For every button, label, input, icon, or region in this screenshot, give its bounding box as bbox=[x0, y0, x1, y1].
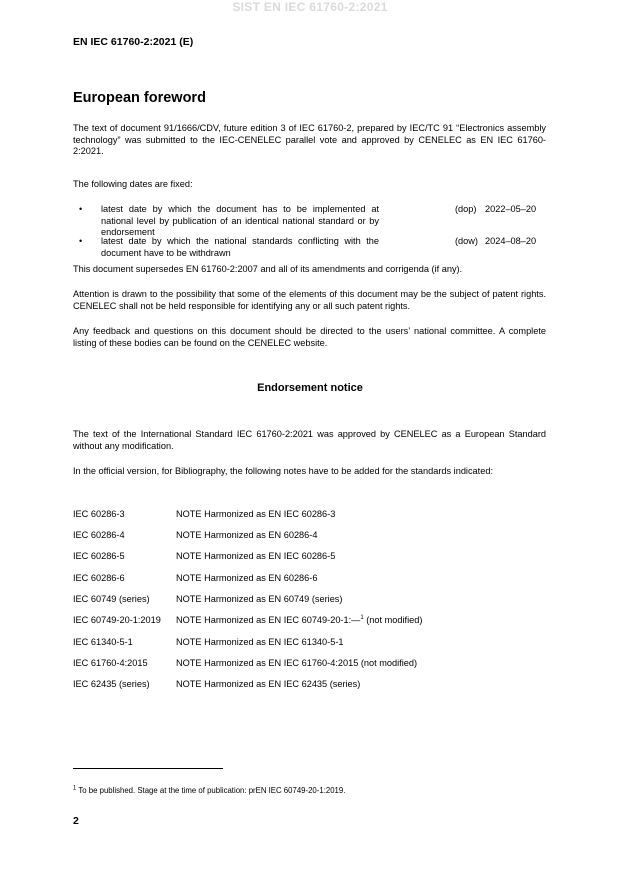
footnote-divider bbox=[73, 768, 223, 769]
patent-paragraph: Attention is drawn to the possibility that some of the elements of this document may be the subject of patent rights. CENELEC shall not be held responsible for identifying any or all such patent rights. bbox=[73, 289, 546, 311]
standard-note: NOTE Harmonized as EN IEC 62435 (series) bbox=[176, 679, 361, 689]
footnote-reference: 1 bbox=[360, 614, 364, 621]
bullet-marker: • bbox=[79, 236, 83, 246]
footnote bbox=[73, 786, 345, 795]
standard-code: IEC 60286-5 bbox=[73, 551, 125, 561]
watermark: SIST EN IEC 61760-2:2021 bbox=[232, 0, 388, 14]
dates-intro: The following dates are fixed: bbox=[73, 179, 193, 189]
standard-note: NOTE Harmonized as EN IEC 61760-4:2015 (not modified) bbox=[176, 658, 418, 668]
endorsement-title: Endorsement notice bbox=[257, 382, 363, 394]
bullet-marker: • bbox=[79, 204, 83, 214]
standard-code: IEC 60286-3 bbox=[73, 509, 125, 519]
date-item-code: (dop) bbox=[455, 204, 477, 214]
standard-note: NOTE Harmonized as EN IEC 61340-5-1 bbox=[176, 637, 344, 647]
standard-note bbox=[176, 615, 422, 627]
standard-note-suffix: (not modified) bbox=[363, 615, 423, 625]
foreword-title: European foreword bbox=[73, 90, 206, 106]
standard-note: NOTE Harmonized as EN IEC 60286-3 bbox=[176, 509, 336, 519]
official-version-paragraph: In the official version, for Bibliography, the following notes have to be added for the standards indicated: bbox=[73, 466, 493, 476]
standard-note: NOTE Harmonized as EN 60749 (series) bbox=[176, 594, 343, 604]
standard-code: IEC 62435 (series) bbox=[73, 679, 150, 689]
standard-code: IEC 61340-5-1 bbox=[73, 637, 133, 647]
date-item-code: (dow) bbox=[455, 236, 478, 246]
standard-note: NOTE Harmonized as EN 60286-6 bbox=[176, 573, 318, 583]
date-item-date: 2022–05–20 bbox=[485, 204, 537, 214]
standard-code: IEC 60749 (series) bbox=[73, 594, 150, 604]
footnote-text: To be published. Stage at the time of publication: prEN IEC 60749-20-1:2019. bbox=[76, 786, 346, 795]
footnote-marker: 1 bbox=[73, 785, 77, 792]
date-item-text: latest date by which the national standards conflicting with the document have to be withdrawn bbox=[101, 236, 379, 258]
standard-code: IEC 60749-20-1:2019 bbox=[73, 615, 161, 625]
standard-code: IEC 60286-4 bbox=[73, 530, 125, 540]
standard-note-text: NOTE Harmonized as EN IEC 60749-20-1:— bbox=[176, 615, 361, 625]
endorsement-text: The text of the International Standard IEC 61760-2:2021 was approved by CENELEC as a European Standard without any modification. bbox=[73, 429, 546, 451]
document-header: EN IEC 61760-2:2021 (E) bbox=[73, 36, 194, 48]
date-item-text: latest date by which the document has to be implemented at national level by publication of an identical national standard or by endorsement bbox=[101, 204, 379, 238]
standard-note: NOTE Harmonized as EN IEC 60286-5 bbox=[176, 551, 336, 561]
foreword-intro: The text of document 91/1666/CDV, future edition 3 of IEC 61760-2, prepared by IEC/TC 91 “Electronics assembly technology” was submitted to the IEC-CENELEC parallel vote and approved by CENELEC as EN IEC 61760-2:2021. bbox=[73, 123, 546, 157]
standard-code: IEC 61760-4:2015 bbox=[73, 658, 148, 668]
date-item-date: 2024–08–20 bbox=[485, 236, 537, 246]
page-number: 2 bbox=[73, 815, 79, 827]
feedback-paragraph: Any feedback and questions on this document should be directed to the users’ national committee. A complete listing of these bodies can be found on the CENELEC website. bbox=[73, 326, 546, 348]
standard-note: NOTE Harmonized as EN 60286-4 bbox=[176, 530, 318, 540]
supersedes-paragraph: This document supersedes EN 61760-2:2007 and all of its amendments and corrigenda (if any). bbox=[73, 264, 463, 274]
standard-code: IEC 60286-6 bbox=[73, 573, 125, 583]
